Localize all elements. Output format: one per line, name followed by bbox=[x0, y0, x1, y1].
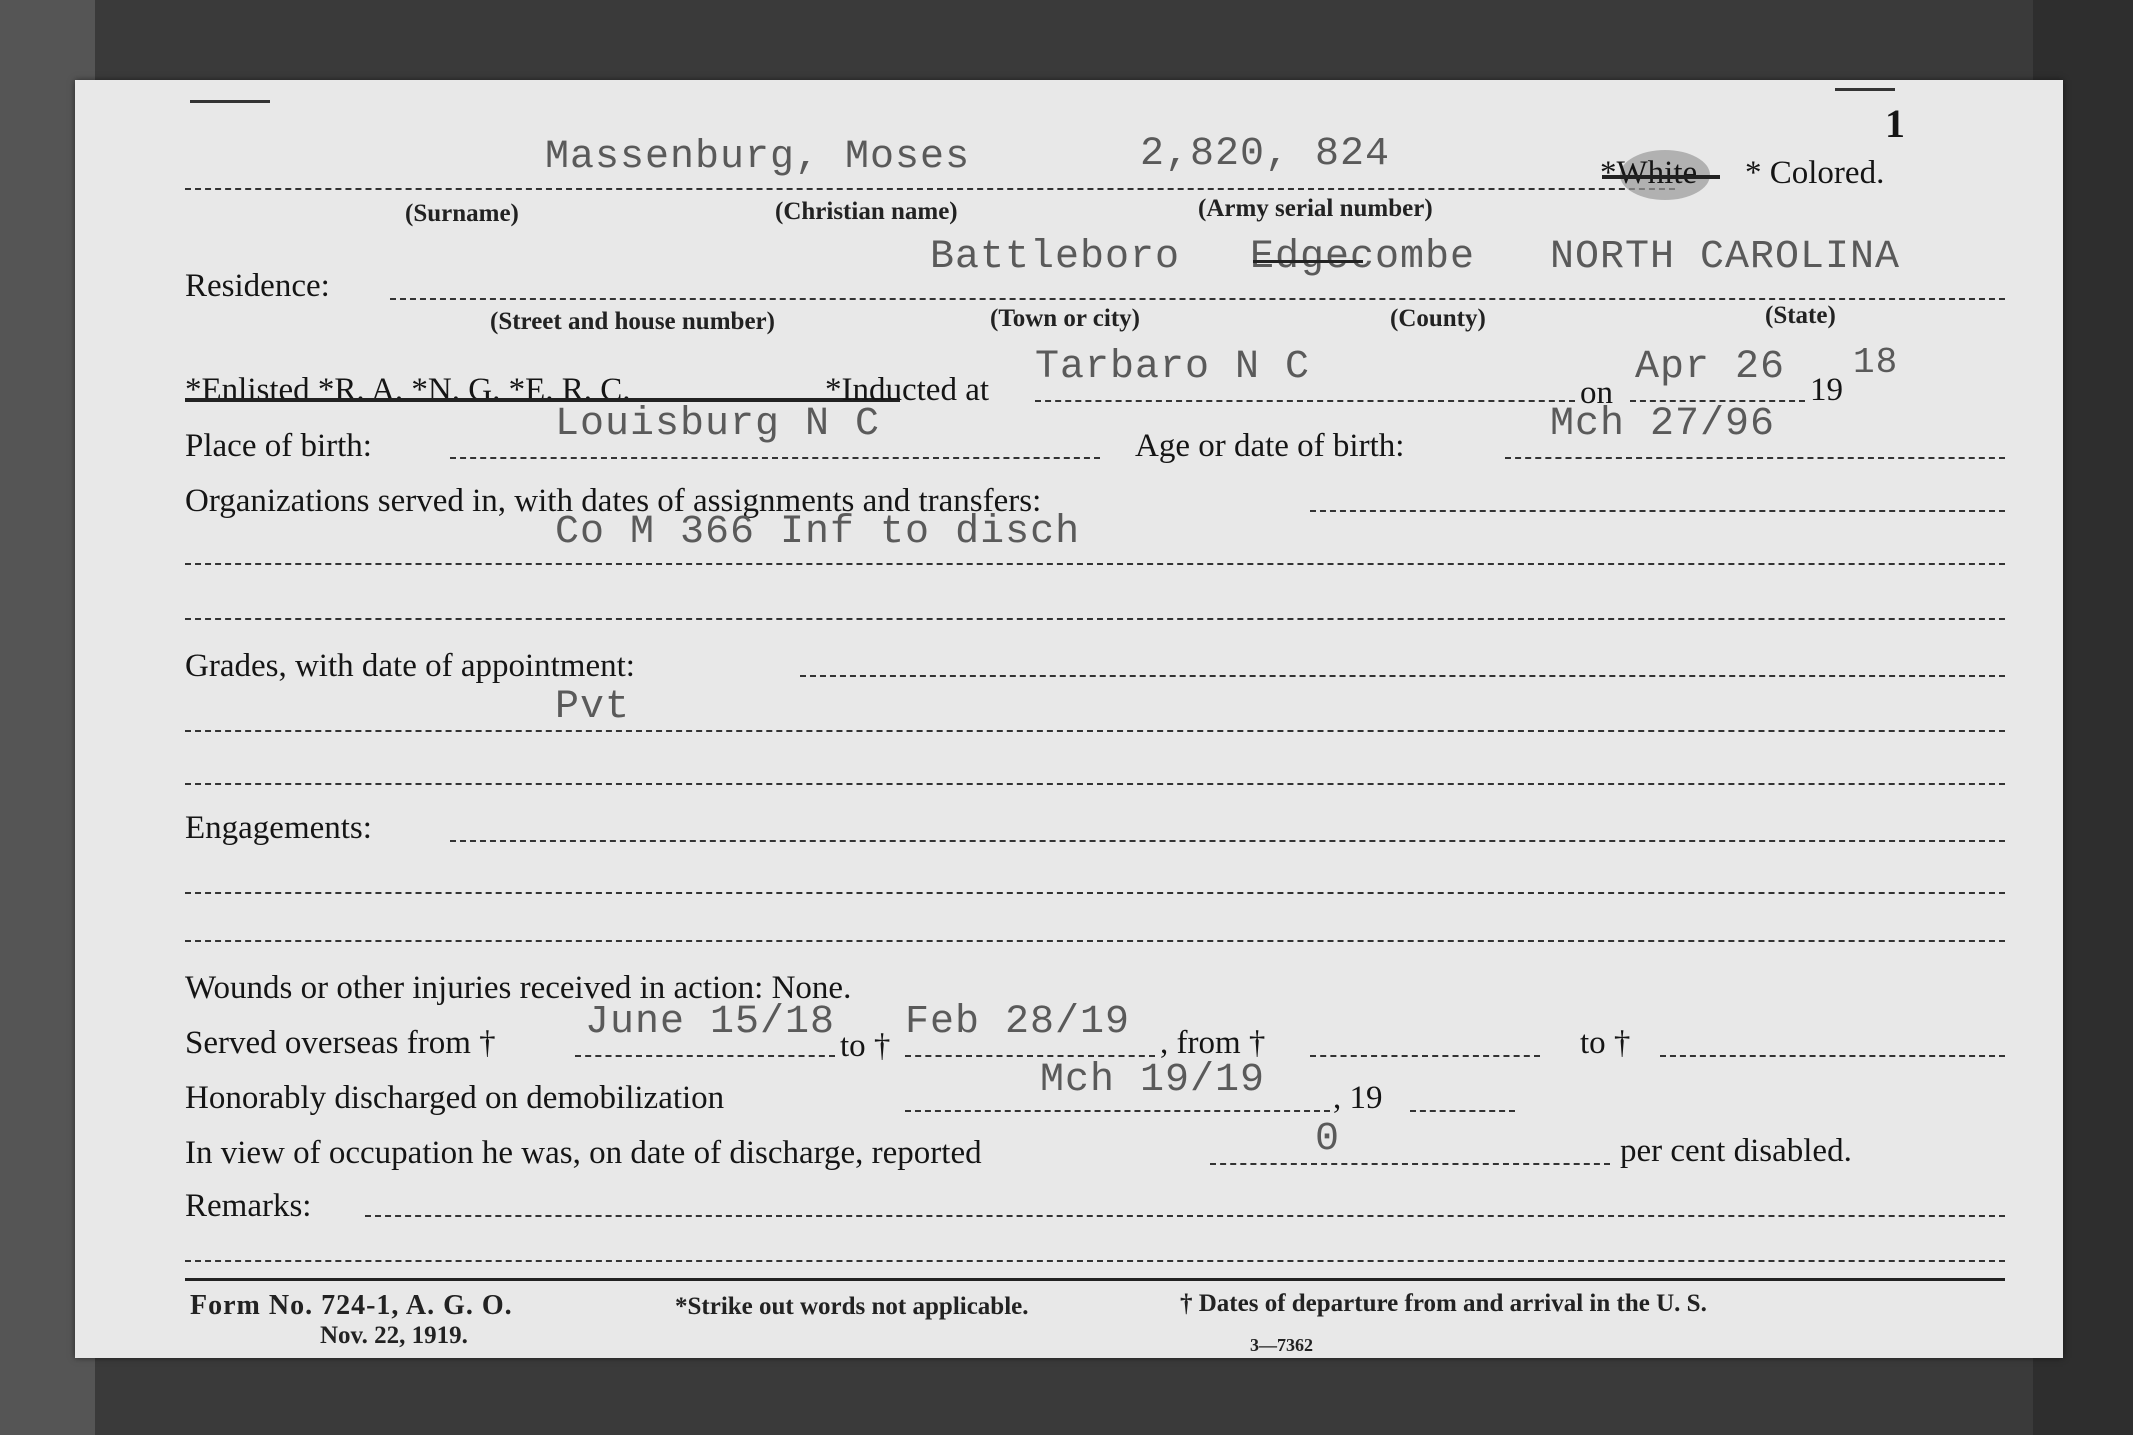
grades-line-3 bbox=[185, 783, 2005, 785]
dates-note: † Dates of departure from and arrival in the U. S. bbox=[1180, 1290, 1707, 1317]
overseas-to2-line bbox=[1660, 1055, 2005, 1057]
organizations-label: Organizations served in, with dates of assignments and transfers: bbox=[185, 483, 1042, 519]
overseas-from2-line bbox=[1310, 1055, 1540, 1057]
print-code: 3—7362 bbox=[1250, 1335, 1313, 1355]
state-value: NORTH CAROLINA bbox=[1550, 235, 1901, 280]
organizations-line-1 bbox=[1310, 510, 2005, 512]
organization-value: Co M 366 Inf to disch bbox=[555, 510, 1081, 555]
overseas-to-label: to † bbox=[840, 1028, 891, 1064]
year-suffix: 18 bbox=[1853, 342, 1899, 383]
birth-place-value: Louisburg N C bbox=[555, 402, 881, 447]
discharge-line bbox=[905, 1110, 1330, 1112]
card-number: 1 bbox=[1885, 101, 1905, 146]
name-line bbox=[185, 188, 1675, 190]
county-caption: (County) bbox=[1390, 305, 1486, 332]
top-rule bbox=[190, 100, 270, 103]
organizations-line-3 bbox=[185, 618, 2005, 620]
form-date: Nov. 22, 1919. bbox=[320, 1322, 468, 1349]
overseas-to-line bbox=[905, 1055, 1155, 1057]
grades-line-2 bbox=[185, 730, 2005, 732]
race-colored-label: * Colored. bbox=[1745, 155, 1885, 191]
remarks-line-1 bbox=[365, 1215, 2005, 1217]
inducted-place-value: Tarbaro N C bbox=[1035, 345, 1311, 390]
birth-place-label: Place of birth: bbox=[185, 428, 372, 464]
engagements-line-2 bbox=[185, 892, 2005, 894]
christian-name-caption: (Christian name) bbox=[775, 198, 958, 225]
residence-line bbox=[390, 298, 2005, 300]
footer-rule bbox=[185, 1278, 2005, 1281]
county-value: Edgecombe bbox=[1250, 235, 1476, 280]
race-white-strike bbox=[1602, 175, 1720, 179]
county-strike bbox=[1253, 260, 1363, 263]
disabled-label: per cent disabled. bbox=[1620, 1133, 1852, 1169]
birth-date-line bbox=[1505, 457, 2005, 459]
street-caption: (Street and house number) bbox=[490, 308, 775, 335]
overseas-label: Served overseas from † bbox=[185, 1025, 496, 1061]
inducted-date-value: Apr 26 bbox=[1635, 345, 1786, 390]
residence-label: Residence: bbox=[185, 268, 330, 304]
overseas-to2-label: to † bbox=[1580, 1025, 1631, 1061]
town-value: Battleboro bbox=[930, 235, 1181, 280]
engagements-line-1 bbox=[450, 840, 2005, 842]
engagements-label: Engagements: bbox=[185, 810, 372, 846]
age-label: Age or date of birth: bbox=[1135, 428, 1405, 464]
remarks-line-2 bbox=[185, 1260, 2005, 1262]
disabled-line bbox=[1210, 1163, 1610, 1165]
discharge-year-label: , 19 bbox=[1333, 1080, 1383, 1116]
occupation-label: In view of occupation he was, on date of discharge, reported bbox=[185, 1135, 982, 1171]
overseas-from2-label: , from † bbox=[1160, 1025, 1266, 1061]
remarks-label: Remarks: bbox=[185, 1188, 312, 1224]
birth-date-value: Mch 27/96 bbox=[1550, 402, 1776, 447]
top-rule-right bbox=[1835, 88, 1895, 91]
surname-caption: (Surname) bbox=[405, 200, 519, 227]
discharge-label: Honorably discharged on demobilization bbox=[185, 1080, 725, 1116]
inducted-line bbox=[1035, 400, 1575, 402]
year-prefix: 19 bbox=[1810, 372, 1843, 408]
disabled-value: 0 bbox=[1315, 1117, 1341, 1162]
surname-name-value: Massenburg, Moses bbox=[545, 135, 971, 180]
inducted-label: *Inducted at bbox=[825, 372, 990, 408]
discharge-date-value: Mch 19/19 bbox=[1040, 1058, 1266, 1103]
on-label: on bbox=[1580, 375, 1613, 411]
birth-place-line bbox=[450, 457, 1100, 459]
engagements-line-3 bbox=[185, 940, 2005, 942]
form-number: Form No. 724-1, A. G. O. bbox=[190, 1290, 513, 1321]
discharge-year-line bbox=[1410, 1110, 1515, 1112]
race-white-label: *White bbox=[1600, 155, 1698, 191]
strike-note: *Strike out words not applicable. bbox=[675, 1293, 1029, 1320]
organizations-line-2 bbox=[185, 563, 2005, 565]
serial-number-value: 2,820, 824 bbox=[1140, 132, 1391, 177]
grades-line-1 bbox=[800, 675, 2005, 677]
state-caption: (State) bbox=[1765, 302, 1836, 329]
town-caption: (Town or city) bbox=[990, 305, 1140, 332]
overseas-from-line bbox=[575, 1055, 835, 1057]
grades-label: Grades, with date of appointment: bbox=[185, 648, 635, 684]
wounds-label: Wounds or other injuries received in action: None. bbox=[185, 970, 852, 1006]
overseas-to-value: Feb 28/19 bbox=[905, 1000, 1131, 1045]
service-record-card bbox=[75, 80, 2063, 1358]
serial-caption: (Army serial number) bbox=[1198, 195, 1433, 222]
grade-value: Pvt bbox=[555, 685, 631, 730]
enlisted-struck-text: *Enlisted *R. A. *N. G. *E. R. C. bbox=[185, 372, 631, 408]
overseas-from-value: June 15/18 bbox=[585, 1000, 836, 1045]
